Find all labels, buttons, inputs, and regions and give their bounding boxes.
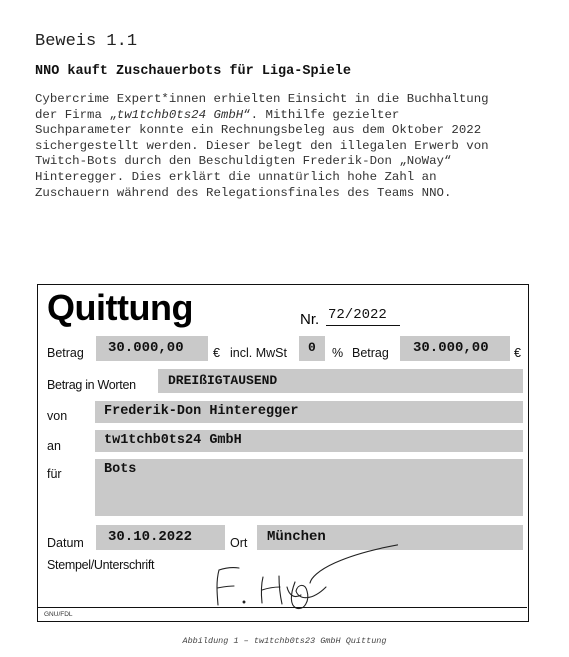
amount-in-words-field: DREIßIGTAUSEND	[158, 369, 523, 393]
for-label: für	[47, 467, 62, 481]
body-line: Cybercrime Expert*innen erhielten Einsicht in die Buchhaltung	[35, 92, 489, 106]
date-label: Datum	[47, 536, 84, 550]
license-tag: GNU/FDL	[44, 611, 73, 618]
body-line: der Firma „tw1tchb0ts24 GmbH“. Mithilfe gezielter	[35, 107, 400, 122]
place-field: München	[257, 525, 523, 550]
receipt-divider	[38, 607, 527, 608]
evidence-subheading: NNO kauft Zuschauerbots für Liga-Spiele	[35, 64, 351, 79]
evidence-body-text	[35, 92, 535, 201]
for-field: Bots	[95, 459, 523, 516]
vat-rate-field: 0	[299, 336, 325, 361]
vat-label: incl. MwSt	[230, 346, 287, 360]
evidence-heading: Beweis 1.1	[35, 32, 138, 51]
receipt-form	[37, 284, 529, 622]
currency-symbol-2: €	[514, 346, 521, 360]
body-line: Twitch-Bots durch den Beschuldigten Frederik-Don „NoWay“	[35, 154, 452, 169]
date-field: 30.10.2022	[96, 525, 225, 550]
receipt-title: Quittung	[47, 287, 193, 328]
place-label: Ort	[230, 536, 248, 550]
company-name-emphasis: tw1tchb0ts24 GmbH	[116, 107, 244, 122]
body-line: Zuschauern während des Relegationsfinales des Teams NNO.	[35, 185, 452, 200]
amount-label: Betrag	[47, 346, 84, 360]
from-field: Frederik-Don Hinteregger	[95, 401, 523, 423]
body-line: Suchparameter konnte ein Rechnungsbeleg aus dem Oktober 2022	[35, 123, 482, 138]
amount-field-2: 30.000,00	[400, 336, 510, 361]
body-line: sichergestellt werden. Dieser belegt den illegalen Erwerb von	[35, 138, 489, 153]
percent-sign: %	[332, 346, 344, 360]
receipt-number-label: Nr.	[300, 311, 320, 328]
receipt-number-value: 72/2022	[326, 307, 400, 326]
currency-symbol: €	[213, 346, 220, 360]
to-label: an	[47, 439, 61, 453]
figure-caption: Abbildung 1 – tw1tchb0ts23 GmbH Quittung	[182, 636, 387, 646]
handwritten-signature	[208, 543, 398, 613]
amount-in-words-label: Betrag in Worten	[47, 378, 136, 392]
to-field: tw1tchb0ts24 GmbH	[95, 430, 523, 452]
from-label: von	[47, 409, 68, 423]
body-line: Hinteregger. Dies erklärt die unnatürlich hohe Zahl an	[35, 169, 437, 184]
stamp-signature-label: Stempel/Unterschrift	[47, 558, 155, 572]
amount-label-2: Betrag	[352, 346, 389, 360]
amount-field: 30.000,00	[96, 336, 208, 361]
